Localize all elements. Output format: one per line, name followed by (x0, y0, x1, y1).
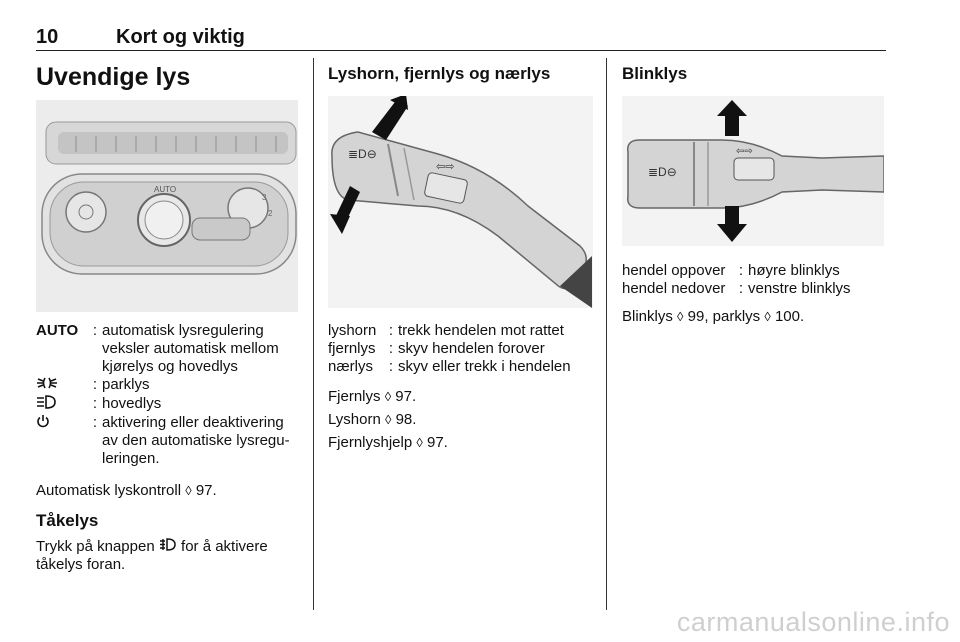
legend-list-3 (622, 262, 884, 298)
legend-row: AUTO : automatisk lysregulering veksler automatisk mellom kjørelys og hovedlys (36, 322, 298, 376)
legend-row: : parklys (36, 376, 298, 395)
legend-key: hendel nedover (622, 280, 726, 297)
page-header (36, 22, 886, 51)
legend-row: lyshorn : trekk hendelen mot rattet (328, 322, 596, 340)
legend-value: hovedlys (102, 395, 162, 412)
ref-paragraph: Lyshorn ◊ 98. (328, 411, 417, 428)
lever-figure-headlights (328, 96, 593, 308)
svg-text:⇦⇨: ⇦⇨ (736, 146, 753, 157)
svg-text:≣D⊖: ≣D⊖ (648, 165, 677, 179)
ref-icon: ◊ (185, 483, 192, 498)
fog-paragraph: Trykk på knappen for å aktivere tåkelys foran. (36, 538, 268, 573)
legend-row: fjernlys : skyv hendelen forover (328, 340, 596, 358)
column-divider-1 (313, 58, 314, 610)
lever-figure-turn-signals (622, 96, 884, 246)
section-heading: Blinklys (622, 64, 688, 83)
light-switch-figure (36, 100, 298, 312)
legend-value: skyv hendelen forover (398, 340, 545, 357)
legend-key: fjernlys (328, 340, 376, 357)
legend-row: nærlys : skyv eller trekk i hendelen (328, 358, 596, 376)
page-number: 10 (36, 26, 59, 48)
legend-value: høyre blinklys (748, 262, 840, 279)
ref-icon: ◊ (764, 309, 771, 324)
legend-row: : aktivering eller deaktivering av den automatiske lysregu-leringen. (36, 414, 298, 468)
power-icon (36, 414, 88, 468)
section-title: Kort og viktig (116, 26, 245, 48)
legend-value: automatisk lysregulering veksler automatisk mellom kjørelys og hovedlys (102, 322, 279, 375)
ref-icon: ◊ (384, 412, 392, 427)
fog-heading: Tåkelys (36, 511, 99, 530)
svg-text:AUTO: AUTO (154, 185, 177, 194)
legend-list-2 (328, 322, 596, 376)
ref-icon: ◊ (677, 309, 684, 324)
parking-light-icon (36, 376, 88, 395)
column-divider-2 (606, 58, 607, 610)
svg-text:3: 3 (262, 193, 267, 202)
legend-value: venstre blinklys (748, 280, 851, 297)
legend-key: AUTO (36, 322, 79, 339)
legend-row: hendel oppover : høyre blinklys (622, 262, 884, 280)
ref-paragraph: Blinklys ◊ 99, parklys ◊ 100. (622, 308, 805, 325)
svg-text:≣D⊖: ≣D⊖ (348, 147, 377, 161)
legend-key: hendel oppover (622, 262, 726, 279)
legend-value: parklys (102, 376, 150, 393)
ref-paragraph: Automatisk lyskontroll ◊ 97. (36, 482, 217, 499)
ref-paragraph: Fjernlys ◊ 97. (328, 388, 417, 405)
legend-value: skyv eller trekk i hendelen (398, 358, 571, 375)
fog-light-icon (159, 538, 177, 555)
fog-section (36, 510, 298, 574)
ref-icon: ◊ (416, 435, 423, 450)
svg-text:2: 2 (268, 209, 273, 218)
legend-value: aktivering eller deaktivering av den automatiske lysregu-leringen. (102, 414, 290, 467)
ref-paragraph: Fjernlyshjelp ◊ 97. (328, 434, 448, 451)
watermark: carmanualsonline.info (676, 607, 950, 637)
column-3 (622, 62, 884, 86)
legend-row: hendel nedover : venstre blinklys (622, 280, 884, 298)
svg-text:⇦⇨: ⇦⇨ (436, 161, 455, 173)
legend-key: lyshorn (328, 322, 377, 339)
ref-icon: ◊ (384, 389, 392, 404)
legend-value: trekk hendelen mot rattet (398, 322, 564, 339)
section-heading: Uvendige lys (36, 63, 191, 91)
column-1 (36, 62, 298, 92)
main-beam-icon (36, 395, 88, 414)
section-heading: Lyshorn, fjernlys og nærlys (328, 64, 551, 83)
legend-row: : hovedlys (36, 395, 298, 414)
legend-key: nærlys (328, 358, 374, 375)
legend-list-1 (36, 322, 298, 468)
column-2 (328, 62, 596, 86)
